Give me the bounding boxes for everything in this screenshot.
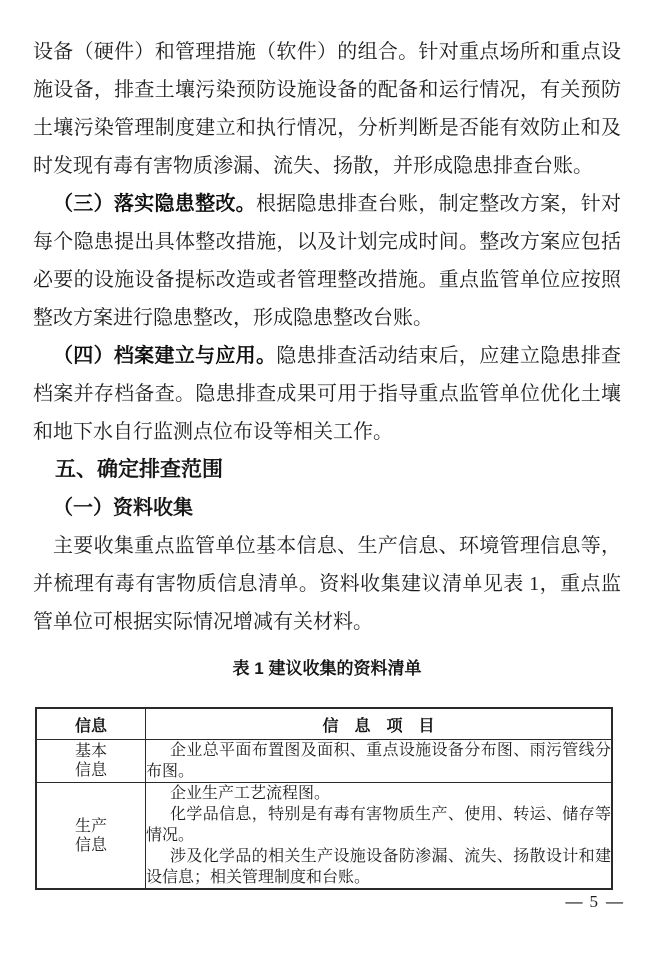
items-cell <box>146 740 613 783</box>
section-3-heading: （三）落实隐患整改。 <box>53 193 256 215</box>
section-3-paragraph <box>33 185 621 337</box>
table-header-info: 信息 <box>36 708 146 740</box>
item-text: 化学品信息，特别是有毒有害物质生产、使用、转运、储存等情况。 <box>146 806 611 844</box>
category-cell <box>36 783 146 890</box>
table-row-production-info <box>36 783 612 890</box>
page-number: 5 <box>589 892 598 911</box>
item-text: 涉及化学品的相关生产设施设备防渗漏、流失、扬散设计和建设信息；相关管理制度和台账。 <box>146 848 611 886</box>
body-paragraph-continuation: 设备（硬件）和管理措施（软件）的组合。针对重点场所和重点设施设备，排查土壤污染预防设施设备的配备和运行情况，有关预防土壤污染管理制度建立和执行情况，分析判断是否能有效防止和及时发现有毒有害物质渗漏、流失、扬散，并形成隐患排查台账。 <box>33 41 621 177</box>
items-cell <box>146 783 613 890</box>
table-header-row <box>36 708 612 740</box>
section-4-heading: （四）档案建立与应用。 <box>53 345 277 367</box>
table-row-basic-info <box>36 740 612 783</box>
chapter-5-heading: 五、确定排查范围 <box>55 458 223 481</box>
category-line: 信息 <box>74 762 107 779</box>
table-header-info-items: 信 息 项 目 <box>146 708 613 740</box>
section-5-1-heading: （一）资料收集 <box>53 497 193 519</box>
table-1-caption: 表 1 建议收集的资料清单 <box>232 659 422 678</box>
category-line: 基本 <box>74 743 107 760</box>
page-number-dash: — <box>565 892 582 911</box>
category-cell <box>36 740 146 783</box>
page-footer <box>566 892 623 912</box>
category-line: 生产 <box>74 817 107 835</box>
category-line: 信息 <box>74 836 107 854</box>
section-4-paragraph <box>33 337 621 451</box>
section-5-1-paragraph: 主要收集重点监管单位基本信息、生产信息、环境管理信息等，并梳理有毒有害物质信息清单。资料收集建议清单见表 1，重点监管单位可根据实际情况增减有关材料。 <box>33 535 621 633</box>
section-3-body: 根据隐患排查台账，制定整改方案，针对每个隐患提出具体整改措施，以及计划完成时间。整改方案应包括必要的设施设备提标改造或者管理整改措施。重点监管单位应按照整改方案进行隐患整改，形成隐患整改台账。 <box>33 193 622 329</box>
materials-table <box>35 707 613 890</box>
item-text: 企业生产工艺流程图。 <box>170 785 331 802</box>
section-4-body: 隐患排查活动结束后，应建立隐患排查档案并存档备查。隐患排查成果可用于指导重点监管单位优化土壤和地下水自行监测点位布设等相关工作。 <box>33 345 622 443</box>
item-text: 企业总平面布置图及面积、重点设施设备分布图、雨污管线分布图。 <box>146 742 611 780</box>
page-number-dash: — <box>606 892 622 911</box>
